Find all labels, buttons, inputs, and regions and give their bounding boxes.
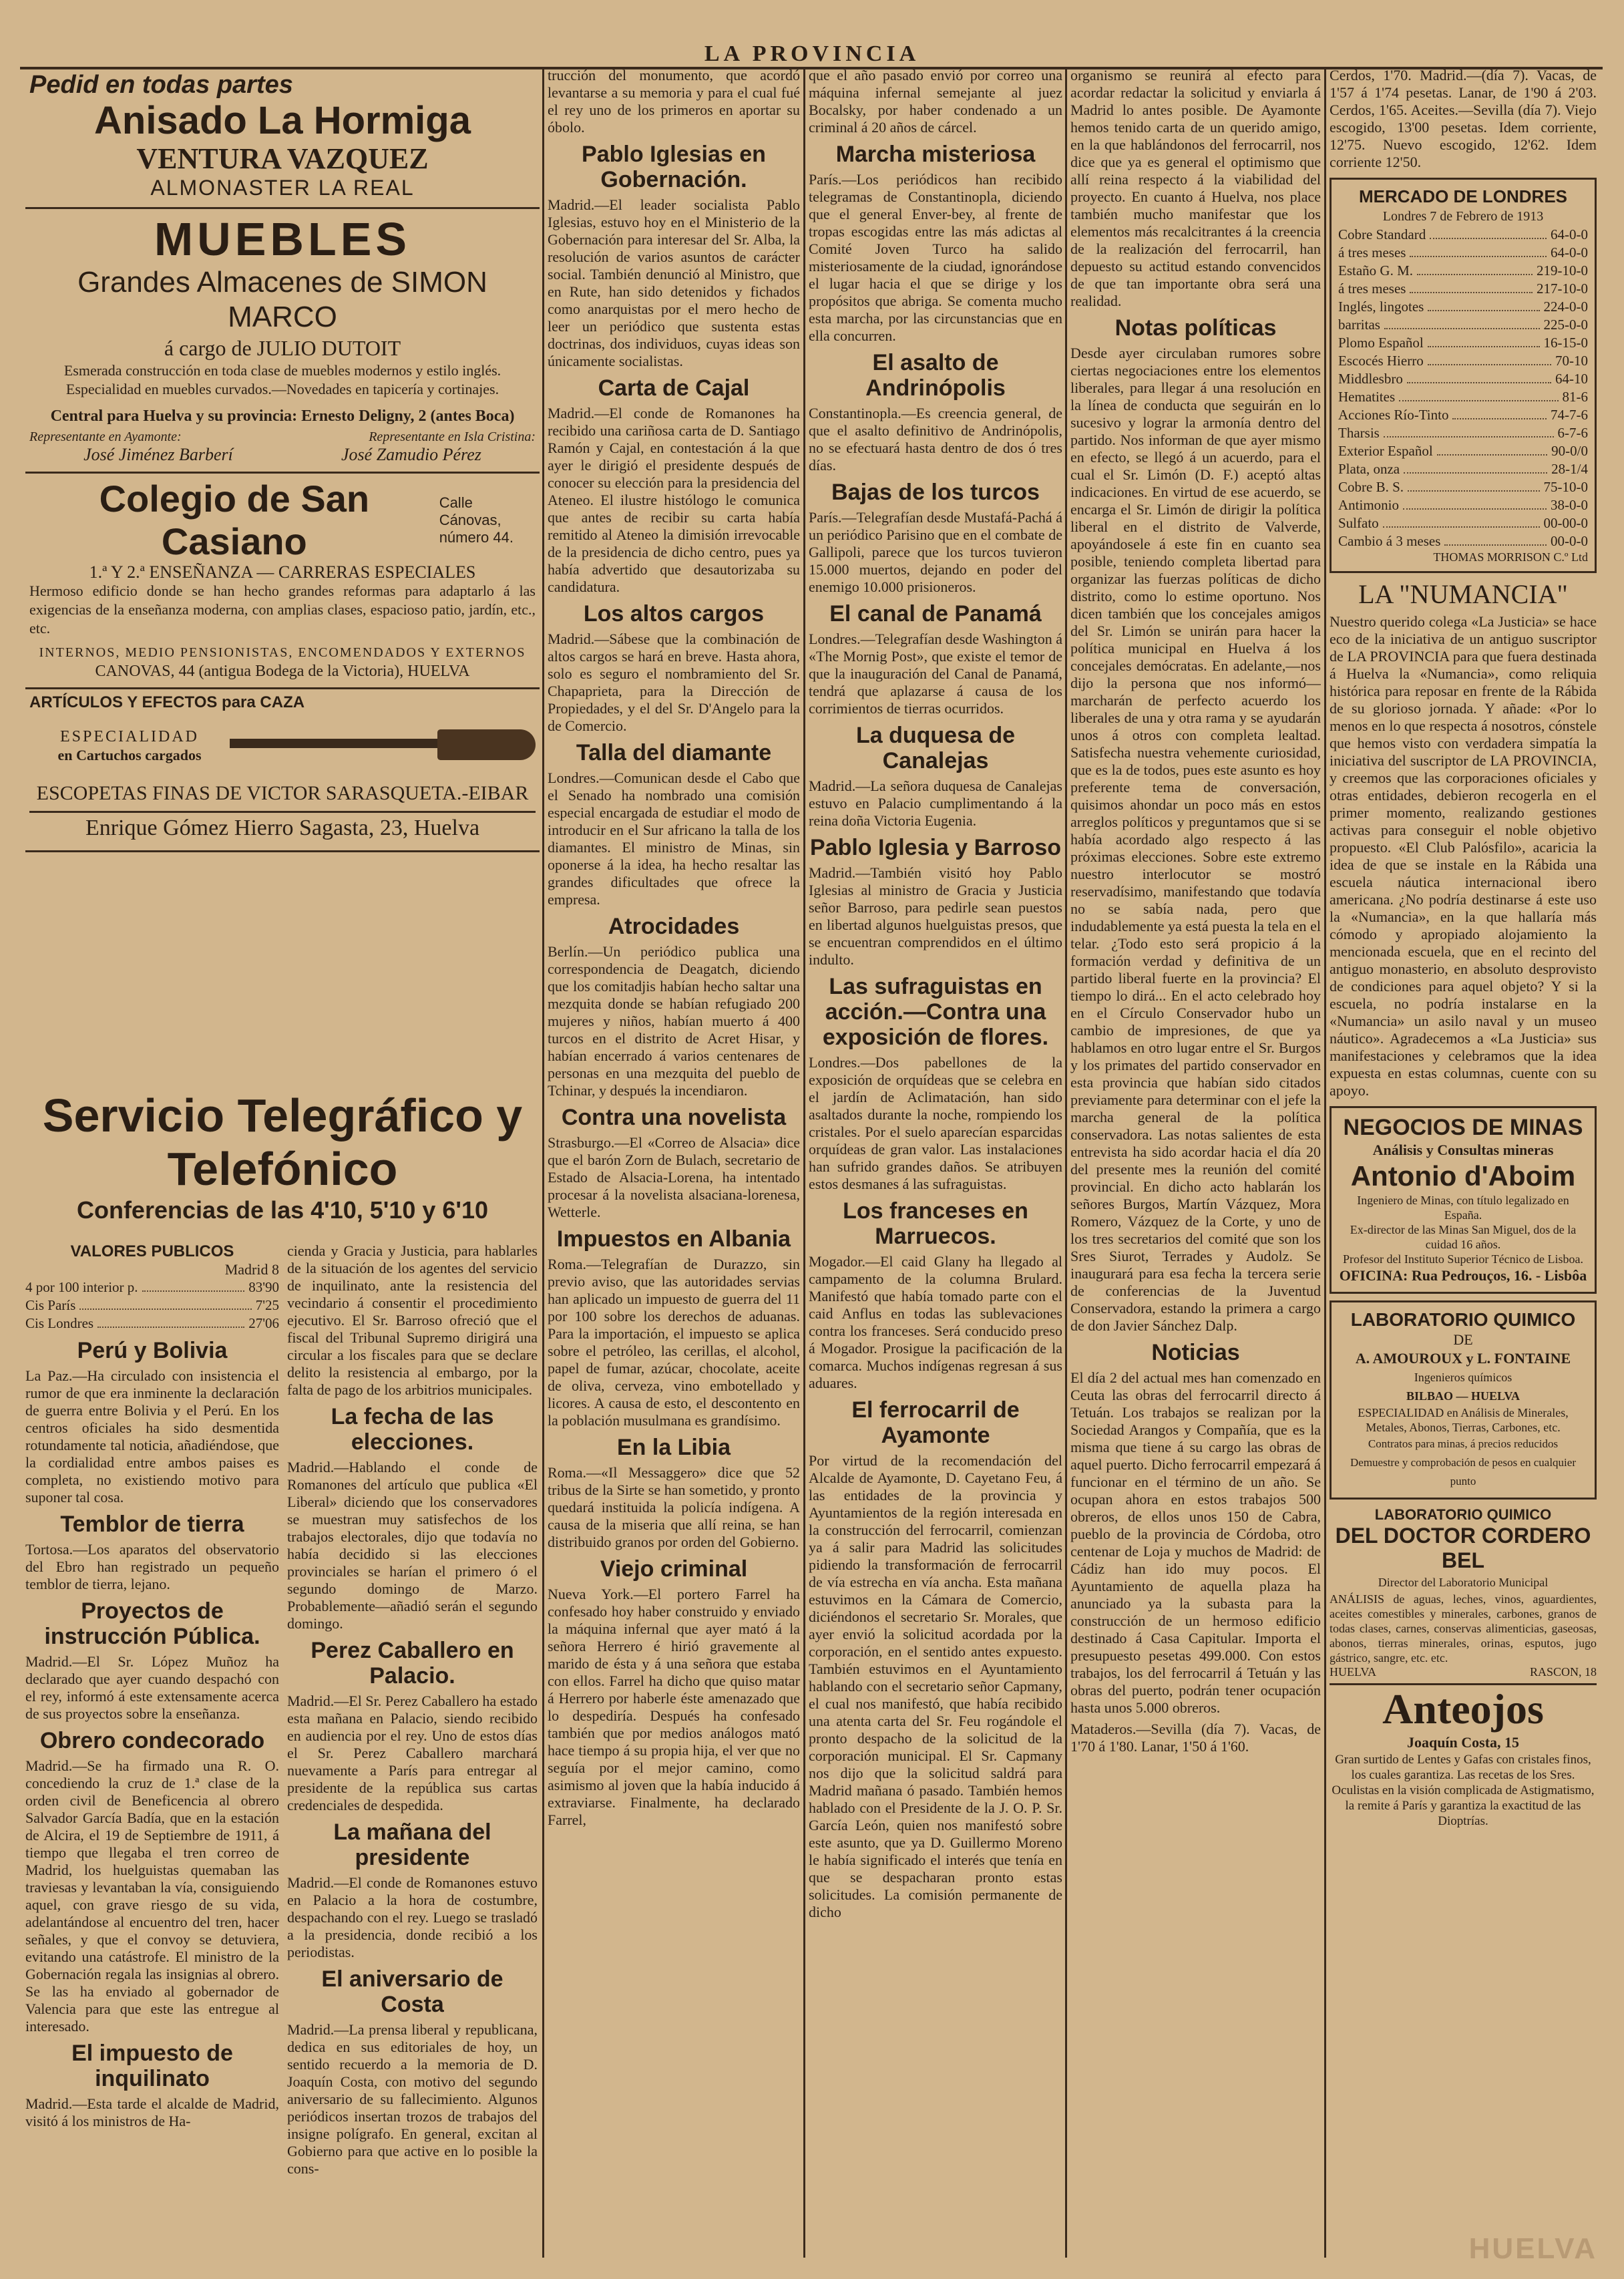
leader-dots: [1384, 424, 1554, 437]
ad-muebles-title: MUEBLES: [154, 213, 411, 265]
article-headline: Impuestos en Albania: [556, 1226, 791, 1252]
ad-muebles-reps: [29, 429, 536, 445]
article-body: Madrid.—El conde de Romanones estuvo en Palacio a la hora de costumbre, despachando con el rey. Luego se trasladó a la presidencia, donde recibió a los periodistas.: [287, 1874, 538, 1960]
ad-muebles-manager: á cargo de JULIO DUTOIT: [164, 336, 401, 360]
shotgun-illustration: [230, 716, 536, 776]
table-row: [1338, 316, 1588, 334]
column-5: [1330, 67, 1597, 2258]
row-value: 90-0/0: [1551, 443, 1588, 459]
article-headline: Las sufraguistas en acción.—Contra una exposición de flores.: [822, 974, 1049, 1050]
lab2-title: LABORATORIO QUIMICO: [1374, 1506, 1552, 1523]
article-body: Nueva York.—El portero Farrel ha confesado hoy haber construido y enviado la máquina infernal que ayer mató á la señora Herrero é hirió gravemente al marido de ésta y á una señora que estaba con ellos. Farrel ha dicho que quiso matar á Herrero por haberle éste amenazado que lo despediría. Después ha confesado también que por medios análogos mató hace tiempo á su propia hija, el ver que no seguía por el mejor camino, como asimismo al joven que la había inducido á extraviarse. Finalmente, ha declarado Farrel,: [548, 1586, 800, 1828]
leader-dots: [1384, 316, 1540, 329]
leader-dots: [142, 1278, 245, 1292]
article-body: Roma.—«Il Messaggero» dice que 52 tribus de la Sirte se han sometido, y pronto quedará instituida la policía indígena. A causa de la miseria que allí reina, se han distribuido granos por orden del Gobierno.: [548, 1464, 800, 1550]
article-headline: Pablo Iglesia y Barroso: [809, 835, 1062, 860]
column-rule: [542, 67, 544, 2258]
leader-dots: [1428, 352, 1551, 365]
valores-date: Madrid 8: [224, 1261, 279, 1278]
ad-caza-address: Enrique Gómez Hierro Sagasta, 23, Huelva: [29, 811, 536, 844]
row-value: 28-1/4: [1551, 461, 1588, 477]
table-row: [1338, 334, 1588, 352]
row-label: barritas: [1338, 317, 1380, 333]
article-body: Tortosa.—Los aparatos del observatorio del Ebro han registrado un pequeño temblor de tierra, lejano.: [25, 1541, 279, 1592]
ad-minas: [1330, 1106, 1597, 1294]
article-headline: Viejo criminal: [600, 1556, 748, 1582]
lab1-samples: Demuestre y comprobación de pesos en cualquier punto: [1350, 1456, 1576, 1487]
article-headline: El ferrocarril de Ayamonte: [851, 1397, 1020, 1448]
ad-muebles-desc1: Esmerada construcción en toda clase de muebles modernos y estilo inglés.: [63, 362, 501, 379]
ad-colegio-desc: Hermoso edificio donde se han hecho grandes reformas para adaptarlo á las exigencias de la enseñanza moderna, con amplias clases, espacioso patio, jardín, etc., etc.: [29, 582, 536, 637]
article-headline: Carta de Cajal: [598, 375, 750, 401]
lab1-spec: ESPECIALIDAD en Análisis de Minerales, Metales, Abonos, Tierras, Carbones, etc.: [1358, 1406, 1569, 1434]
markets-top: Cerdos, 1'70. Madrid.—(día 7). Vacas, de 1'57 á 1'74 pesetas. Lanar, de 1'90 á 2'03. Cerdos, 1'65. Aceites.—Sevilla (día 7). Viejo escogido, 13'00 pesetas. Idem corriente, 12'75. Nuevo escogido, 12'62. Idem corriente 12'50.: [1330, 67, 1597, 170]
article-headline: Marcha misteriosa: [835, 142, 1036, 167]
ad-colegio-levels: 1.ª Y 2.ª ENSEÑANZA — CARRERAS ESPECIALES: [89, 562, 476, 582]
article-headline: La duquesa de Canalejas: [855, 723, 1016, 773]
row-value: 64-0-0: [1551, 226, 1588, 242]
minas-sub: Análisis y Consultas mineras: [1372, 1142, 1554, 1158]
col4-articles: [1070, 67, 1321, 1755]
table-row: [1338, 424, 1588, 442]
lab2-director: Director del Laboratorio Municipal: [1378, 1576, 1549, 1589]
col2b-articles: [287, 1242, 538, 2177]
article-body: Madrid.—El Sr. López Muñoz ha declarado que ayer cuando despachó con el rey, informó á este extensamente acerca de sus proyectos sobre la enseñanza.: [25, 1653, 279, 1722]
ad-colegio: [25, 474, 540, 689]
article-headline: Perú y Bolivia: [77, 1338, 228, 1363]
column-ads: [25, 67, 540, 1089]
leader-dots: [1430, 226, 1547, 239]
row-label: á tres meses: [1338, 281, 1406, 297]
article-headline: El impuesto de inquilinato: [71, 2041, 233, 2091]
row-label: 4 por 100 interior p.: [25, 1279, 138, 1295]
article-body: trucción del monumento, que acordó levantarse a su memoria y para el cual fué el rey uno de los primeros en aportar su óbolo.: [548, 67, 800, 136]
minas-line1: Ingeniero de Minas, con título legalizado en España.: [1357, 1194, 1569, 1222]
ad-caza-spec2: en Cartuchos cargados: [57, 747, 202, 763]
row-label: Hematites: [1338, 389, 1396, 405]
lab1-de: DE: [1453, 1331, 1473, 1348]
article-headline: Notas políticas: [1114, 315, 1277, 341]
leader-dots: [1452, 406, 1547, 419]
row-value: 27'06: [248, 1315, 279, 1331]
row-label: Plomo Español: [1338, 335, 1424, 351]
row-value: 70-10: [1555, 353, 1588, 369]
article-headline: El asalto de Andrinópolis: [865, 350, 1006, 401]
table-row: [1338, 406, 1588, 424]
leader-dots: [1417, 262, 1533, 275]
ad-muebles-central: Central para Huelva y su provincia: Ernesto Deligny, 2 (antes Boca): [50, 407, 515, 425]
column-4-news: [1070, 67, 1321, 2258]
leader-dots: [1444, 532, 1547, 546]
table-row: [1338, 478, 1588, 496]
article-headline: Los franceses en Marruecos.: [843, 1198, 1028, 1249]
row-label: Cobre B. S.: [1338, 479, 1404, 495]
lab1-names: A. AMOUROUX y L. FONTAINE: [1355, 1350, 1571, 1367]
london-date: Londres 7 de Febrero de 1913: [1382, 209, 1544, 224]
leader-dots: [1383, 514, 1540, 528]
leader-dots: [1399, 388, 1558, 401]
ad-lab-amouroux: [1330, 1300, 1597, 1500]
col1-articles: [25, 1338, 279, 2130]
article-headline: Perez Caballero en Palacio.: [311, 1638, 514, 1689]
leader-dots: [79, 1296, 251, 1310]
minas-office: OFICINA: Rua Pedrouços, 16. - Lisbôa: [1339, 1267, 1587, 1284]
leader-dots: [1428, 298, 1539, 311]
table-row: [1338, 280, 1588, 298]
lab2-analysis: ANÁLISIS de aguas, leches, vinos, aguardientes, aceites comestibles y minerales, carbones, granos de todas clases, carnes, conservas alimenticias, gaseosas, abonos, tierras minerales, orinas, esputos, jugo gástrico, sangre, etc. etc.: [1330, 1592, 1597, 1664]
article-headline: El canal de Panamá: [829, 601, 1042, 627]
ad-colegio-boarders: INTERNOS, MEDIO PENSIONISTAS, ENCOMENDADOS Y EXTERNOS: [39, 645, 526, 660]
london-market: [1330, 178, 1597, 573]
table-row: [1338, 532, 1588, 550]
table-row: [1338, 298, 1588, 316]
article-body: Roma.—Telegrafían de Durazzo, sin previo aviso, que las autoridades servias han aplicado un impuesto de guerra del 11 por 100 sobre los derechos de aduanas. Para la importación, el impuesto se aplica sobre el petróleo, las cerillas, el alcohol, papel de fumar, azúcar, chocolate, aceite de oliva, cerveza, vino embotellado y licores. A causa de esto, el descontento en la población musulmana es grandísimo.: [548, 1256, 800, 1429]
lab2-city: HUELVA: [1330, 1665, 1377, 1679]
leader-dots: [1428, 334, 1540, 347]
article-body: que el año pasado envió por correo una máquina infernal semejante al juez Bocalsky, por haber condenado a un criminal á 20 años de cárcel.: [809, 67, 1062, 136]
ad-anteojos: [1330, 1685, 1597, 1829]
row-label: Middlesbro: [1338, 371, 1403, 387]
row-value: 00-00-0: [1543, 515, 1588, 531]
ad-muebles-subtitle: Grandes Almacenes de SIMON MARCO: [77, 266, 487, 333]
column-2-news: [548, 67, 800, 2258]
rep2-label: Representante en Isla Cristina:: [369, 429, 536, 444]
row-value: 219-10-0: [1537, 262, 1588, 279]
leader-dots: [1437, 442, 1547, 456]
lab1-title: LABORATORIO QUIMICO: [1350, 1309, 1576, 1330]
table-row: [25, 1296, 279, 1314]
minas-name: Antonio d'Aboim: [1350, 1160, 1576, 1192]
article-body: Londres.—Telegrafían desde Washington á «The Mornig Post», que existe el temor de que la inauguración del Canal de Panamá, tendrá que aplazarse á causa de los corrimientos de tierras ocurridos.: [809, 631, 1062, 717]
ad-muebles-desc2: Especialidad en muebles curvados.—Novedades en tapicería y cortinajes.: [65, 381, 499, 397]
row-label: Acciones Río-Tinto: [1338, 407, 1449, 423]
article-body: cienda y Gracia y Justicia, para hablarles de la situación de los agentes del servicio de inquilinato, ante la resistencia del vecindario á consentir el procedimiento ejecutivo. El Sr. Barroso ofreció que el fiscal del Tribunal Supremo dirigirá una circular a los fiscales para que se declare delito la resistencia al embargo, por la falta de pago de los arbitrios municipales.: [287, 1242, 538, 1398]
row-label: Plata, onza: [1338, 461, 1400, 477]
row-value: 75-10-0: [1543, 479, 1588, 495]
article-headline: En la Libia: [616, 1435, 731, 1460]
anteojos-body: Gran surtido de Lentes y Gafas con cristales finos, los cuales garantiza. Las recetas de los Sres. Oculistas en la visión complicada de Astigmatismo, la remite á París y garantiza la exactitud de las Dioptrías.: [1332, 1753, 1595, 1828]
article-body: París.—Los periódicos han recibido telegramas de Constantinopla, diciendo que el general Enver-bey, al frente de tropas escogidas entre las más adictas al Comité Joven Turco ha salido misteriosamente de la ciudad, ignorándose el lugar hacia el que se dirige y los propósitos que abriga. Se comenta mucho esta marcha, por las circunstancias que en ella concurren.: [809, 171, 1062, 344]
column-rule: [1324, 67, 1326, 2258]
row-value: 81-6: [1562, 389, 1588, 405]
valores-table: [25, 1278, 279, 1333]
anteojos-owner: Joaquín Costa, 15: [1406, 1734, 1520, 1751]
ad-anisado-brand: VENTURA VAZQUEZ: [136, 142, 429, 175]
table-row: [25, 1278, 279, 1296]
ad-anisado-title: Anisado La Hormiga: [94, 99, 471, 142]
article-body: Madrid.—La señora duquesa de Canalejas estuvo en Palacio cumplimentando á la reina doña Victoria Eugenia.: [809, 777, 1062, 829]
row-label: Cis París: [25, 1297, 76, 1313]
article-headline: La fecha de las elecciones.: [331, 1404, 494, 1455]
leader-dots: [1403, 496, 1547, 510]
row-value: 217-10-0: [1537, 281, 1588, 297]
article-body: Berlín.—Un periódico publica una correspondencia de Deagatch, diciendo que los comitadjis habían hecho saltar una mezquita donde se habían refugiado 200 mujeres y niños, habían muerto á 400 turcos en el distrito de Acret Hisar, y habían encerrado á varios centenares de personas en una mezquita del pueblo de Tchinar, y después la incendiaron.: [548, 943, 800, 1099]
row-value: 00-0-0: [1551, 533, 1588, 549]
table-row: [25, 1314, 279, 1333]
table-row: [1338, 226, 1588, 244]
column-1-news: [25, 1242, 279, 2258]
row-value: 64-10: [1555, 371, 1588, 387]
article-headline: Bajas de los turcos: [831, 480, 1040, 505]
lab1-sub: Ingenieros químicos: [1414, 1371, 1512, 1384]
article-body: organismo se reunirá al efecto para acordar redactar la solicitud y enviarla á Madrid lo antes posible. De Ayamonte hemos tenido carta de un querido amigo, en la que hablándonos del ferrocarril, nos dice que ya es general el optimismo que allí reina respecto á la viabilidad del proyecto. En cuanto á Huelva, nos place también mucho manifestar que los elementos más recalcitrantes á la creencia de la realización del ferrocarril, han depuesto su actitud estando convencidos de que tan importante obra será una realidad.: [1070, 67, 1321, 309]
row-label: Escocés Hierro: [1338, 353, 1424, 369]
article-body: El día 2 del actual mes han comenzado en Ceuta las obras del ferrocarril directo á Tetuán. Los trabajos se realizan por la Sociedad Arangos y Compañía, que es la misma que tiene á su cargo las obras de aquel puerto. Dicho ferrocarril empezará á funcionar en el término de un año. Se ocupan ahora en estos trabajos 500 obreros, de ellos unos 150 de Cabra, pueblo de la provincia de Córdoba, otro centenar de Loja y muchos de Madrid: de Cádiz han ido muy pocos. El Ayuntamiento de aquella plaza ha anunciado ya la subasta para la construcción de un hermoso edificio destinado á Casa Capitular. Importa el presupuesto pesetas 499.000. Con estos trabajos, los del ferrocarril á Tetuán y las obras del puerto, podrán tener ocupación hasta unos 5.000 obreros.: [1070, 1369, 1321, 1716]
column-rule: [1065, 67, 1067, 2258]
row-label: Antimonio: [1338, 497, 1400, 513]
ad-anisado: [25, 67, 540, 209]
lab2-street: RASCON, 18: [1529, 1665, 1597, 1679]
ad-muebles-rep-names: [29, 445, 536, 465]
article-body: Madrid.—También visitó hoy Pablo Iglesias al ministro de Gracia y Justicia señor Barroso, para pedirle sean puestos en libertad algunos huelguistas presos, que se encuentran comprendidos en el último indulto.: [809, 864, 1062, 968]
column-rule: [803, 67, 805, 2258]
table-row: [1338, 442, 1588, 460]
telegraph-title: Servicio Telegráfico y Telefónico: [42, 1089, 523, 1195]
article-headline: Talla del diamante: [576, 740, 772, 765]
article-headline: Atrocidades: [608, 914, 740, 939]
table-row: [1338, 262, 1588, 280]
telegraph-sub: Conferencias de las 4'10, 5'10 y 6'10: [76, 1196, 489, 1224]
article-body: Mogador.—El caid Glany ha llegado al campamento de la columna Brulard. Manifestó que había tomado parte con el caid Anflus en todas las sublevaciones contra los franceses. Será conducido preso á Mogador. Prosigue la pacificación de la comarca. Muchos indígenas regresan á sus aduares.: [809, 1253, 1062, 1391]
col2-articles: [548, 67, 800, 1829]
ad-anisado-pre: Pedid en todas partes: [29, 71, 293, 99]
row-value: 83'90: [248, 1279, 279, 1295]
archive-stamp: HUELVA: [1468, 2232, 1597, 2265]
table-row: [1338, 370, 1588, 388]
article-body: París.—Telegrafían desde Mustafá-Pachá á un periódico Parisino que en el combate de Gallipoli, parece que los turcos tuvieron 15.000 muertos, dejando en poder del enemigo 10.000 prisioneros.: [809, 509, 1062, 595]
article-body: Madrid.—El leader socialista Pablo Iglesias, estuvo hoy en el Ministerio de la Gobernación para interesar del Sr. Alba, la resolución de varios asuntos de carácter social. También denunció al Ministro, que en Rute, han sido detenidos y fichados como anarquistas por el mero hecho de leer un periódico que sustenta estas doctrinas, dos individuos, cuyas ideas son únicamente socialistas.: [548, 196, 800, 369]
article-body: Madrid.—Esta tarde el alcalde de Madrid, visitó á los ministros de Ha-: [25, 2095, 279, 2129]
table-row: [1338, 388, 1588, 406]
ad-colegio-location: CANOVAS, 44 (antigua Bodega de la Victoria), HUELVA: [95, 663, 470, 680]
article-body: Madrid.—La prensa liberal y republicana, dedica en sus editoriales de hoy, un sentido recuerdo a la memoria de D. Joaquín Costa, con motivo del segundo aniversario de su fallecimiento. Algunos periódicos insertan trozos de trabajos del insigne polígrafo. En general, excitan al Gobierno para que active en lo posible la cons-: [287, 2021, 538, 2177]
ad-muebles: [25, 209, 540, 474]
london-sign: THOMAS MORRISON C.º Ltd: [1433, 550, 1588, 564]
article-body: La Paz.—Ha circulado con insistencia el rumor de que era inminente la declaración de guerra entre Bolivia y el Perú. En los centros oficiales ha sido desmentida rotundamente tal noticia, añadiéndose, que la cordialidad entre ambos paises es completa, no existiendo motivo para suponer tal cosa.: [25, 1367, 279, 1506]
column-2b-news: [287, 1242, 538, 2258]
ad-colegio-title: Colegio de San Casiano: [99, 478, 370, 562]
article-headline: Obrero condecorado: [39, 1728, 265, 1753]
lab1-contracts: Contratos para minas, á precios reducidos: [1368, 1437, 1559, 1450]
rep2-name: José Zamudio Pérez: [341, 445, 481, 464]
rep1-label: Representante en Ayamonte:: [29, 429, 182, 444]
ad-colegio-address: Calle Cánovas, número 44.: [439, 494, 514, 546]
valores-head: VALORES PUBLICOS: [70, 1242, 234, 1260]
telegraph-header: [25, 1089, 540, 1256]
article-body: Madrid.—Se ha firmado una R. O. concediendo la cruz de 1.ª clase de la orden civil de Beneficencia al obrero Salvador García Badía, que en la estación de Alcira, el 19 de Septiembre de 1911, á tiempo que llegaba el tren correo de Madrid, los huelguistas quemaban las traviesas y levantaban la vía, consiguiendo aquel, con grave riesgo de su vida, adelantándose al encuentro del tren, hacer señales, y que el convoy se detuviera, evitando una catástrofe. El ministro de la Gobernación regala las insignias al obrero. Se las ha enviado al gobernador de Valencia para que este las entregue al interesado.: [25, 1757, 279, 2035]
table-row: [1338, 244, 1588, 262]
london-table: [1338, 226, 1588, 550]
column-3-news: [809, 67, 1062, 2258]
article-headline: Noticias: [1151, 1340, 1240, 1365]
article-headline: El aniversario de Costa: [321, 1966, 503, 2017]
row-label: Tharsis: [1338, 425, 1380, 441]
table-row: [1338, 352, 1588, 370]
ad-lab-cordero: [1330, 1506, 1597, 1685]
lab1-cities: BILBAO — HUELVA: [1406, 1389, 1520, 1403]
article-headline: Pablo Iglesias en Gobernación.: [582, 142, 766, 192]
row-label: Cobre Standard: [1338, 226, 1426, 242]
article-body: Mataderos.—Sevilla (día 7). Vacas, de 1'70 á 1'80. Lanar, 1'50 á 1'60.: [1070, 1721, 1321, 1755]
numancia-body: Nuestro querido colega «La Justicia» se hace eco de la iniciativa de un antiguo suscriptor de LA PROVINCIA para que fuera destinada á Huelva la «Numancia», como reliquia histórica para reposar en frente de la Rábida de su glorioso jornada. Y añade: «Por lo menos en lo que respecta á nosotros, cónstele que hemos visto con verdadera simpatía la iniciativa del suscriptor de LA PROVINCIA, y creemos que las corporaciones oficiales y otras entidades, debieron recogerla en el primer momento, realizando gestiones activas para conseguir el noble objetivo propuesto. «El Club Palósfilo», acaricia la idea de que se instale en la Rábida una escuela náutica internacional ibero americana. ¿No podría destinarse á este uso la «Numancia», en la que hallaría más cómodo y apropiado alojamiento la mencionada escuela, que en el recinto del antiguo monasterio, en absoluto desprovisto de condiciones para aquel objeto? Y si la escuela, no podría instalarse en la «Numancia» un asilo naval y un museo náutico». Agradecemos a «La Justicia» sus manifestaciones y celebramos que la idea expuesta en estas columnas, cuente con su apoyo.: [1330, 613, 1597, 1099]
row-label: Cis Londres: [25, 1315, 94, 1331]
ad-caza-head: ARTÍCULOS Y EFECTOS para CAZA: [29, 693, 305, 711]
row-value: 16-15-0: [1543, 335, 1588, 351]
article-headline: Los altos cargos: [583, 601, 765, 627]
leader-dots: [1408, 478, 1539, 492]
article-headline: Contra una novelista: [561, 1105, 787, 1130]
lab2-name: DEL DOCTOR CORDERO BEL: [1335, 1524, 1591, 1572]
article-body: Londres.—Comunican desde el Cabo que el Senado ha nombrado una comisión especial encargada de estudiar el modo de introducir en el Sur africano la talla de los diamantes. El ministro de Minas, sin oponerse á la idea, ha hecho resaltar las grandes dificultades que ofrece la empresa.: [548, 769, 800, 908]
article-body: Londres.—Dos pabellones de la exposición de orquídeas que se celebra en el jardín de Aclimatación, han sido asaltados durante la noche, rompiendo los cristales. Por el suelo aparecían esparcidas orquídeas de gran valor. Las instalaciones han sufrido grandes daños. Se atribuyen estos desmanes á las sufraguistas.: [809, 1054, 1062, 1192]
valores-publicos: [25, 1242, 279, 1333]
article-body: Strasburgo.—El «Correo de Alsacia» dice que el barón Zorn de Bulach, secretario de Estado de Alsacia-Lorena, ha intentado procesar á la novelista alsaciana-lorenesa, Wetterle.: [548, 1134, 800, 1220]
article-body: Madrid.—Sábese que la combinación de altos cargos se hará en breve. Hasta ahora, solo es seguro el nombramiento del Sr. Chapaprieta, para la Dirección de Propiedades, y el del Sr. D'Angelo para la de Comercio.: [548, 631, 800, 734]
row-label: Inglés, lingotes: [1338, 299, 1424, 315]
ad-caza: [25, 689, 540, 852]
article-body: Desde ayer circulaban rumores sobre ciertas negociaciones entre los elementos liberales, para llegar á una resolución en la línea de conducta que seguirán en lo sucesivo y lograr la armonía dentro del partido. Nos informan de que ayer mismo en efecto, se llegó á un acuerdo, para el cual el Sr. Limón (D. F.) aceptó altas indicaciones. En virtud de ese acuerdo, se encarga el Sr. Limón de dirigir la política liberal en el distrito de Valverde, apoyándosele á este fin en cuanto sea posible, teniendo completa libertad para organizar las fuerzas políticas de dicho distrito, como lo estime oportuno. Nos dicen también que los concejales amigos del Sr. Limón se unirán para hacer la política municipal en Huelva á los concejales demócratas. En adelante,—nos dijo la persona que nos informó—marcharán de perfecto acuerdo los liberales de una y otra rama y se ayudarán unos á otros con completa lealtad. Satisfecha nuestra vehemente curiosidad, que es la de todos, pues este asunto es hoy preferente tema de conversación, quisimos ahondar un poco más en estos arreglos políticos y preguntamos que si se había acordado algo respecto á las próximas elecciones. Sobre este extremo nuestro interlocutor se mostró reservadísimo, manifestando que todavía no se sabía nada, pero que indudablemente ya está puesta la tela en el telar. ¿Todo esto será propicio á la formación verdad y definitiva de un partido liberal fuerte en la provincia? El tiempo lo dirá... En el acto celebrado hoy en el Círculo Conservador hubo un cambio de impresiones, de que ya hablamos en otro lugar entre el Sr. Burgos y los primates del partido conservador en esta provincia que habían sido citados previamente para determinar con el jefe la marcha general de la política conservadora. Las notas salientes de esta entrevista ha sido acordar hacia el día 20 del presente mes la reunión del comité provincial. En dicho acto hablarán los señores Burgos, Martín Vázquez, Mora Romero, Vázquez de la Corte, y uno de los tres secretarios del comité que son los Sres Siurot, Terrades y Audolz. Se inaugurará para esa fecha la tercera serie de conferencias de la Juventud Conservadora, estando la primera a cargo de don Javier Sánchez Dalp.: [1070, 345, 1321, 1334]
anteojos-title: Anteojos: [1382, 1685, 1544, 1733]
leader-dots: [1404, 460, 1547, 474]
article-body: Madrid.—El Sr. Perez Caballero ha estado esta mañana en Palacio, siendo recibido en audiencia por el rey. Uno de estos días el Sr. Perez Caballero marchará nuevamente a París para entregar al presidente de la república sus cartas credenciales de despedida.: [287, 1693, 538, 1813]
row-value: 64-0-0: [1551, 244, 1588, 260]
ad-caza-guns: ESCOPETAS FINAS DE VICTOR SARASQUETA.-EIBAR: [36, 782, 529, 804]
masthead: LA PROVINCIA: [704, 41, 920, 66]
table-row: [1338, 496, 1588, 514]
row-value: 224-0-0: [1543, 299, 1588, 315]
row-value: 74-7-6: [1551, 407, 1588, 423]
row-value: 7'25: [255, 1297, 279, 1313]
row-label: Estaño G. M.: [1338, 262, 1413, 279]
article-headline: Temblor de tierra: [60, 1512, 244, 1537]
article-body: Madrid.—Hablando el conde de Romanones del artículo que publica «El Liberal» diciendo que los conservadores se muestran muy satisfechos de los trabajos electorales, dijo que todavía no había decidido si las elecciones provinciales se harían el primero ó el segundo domingo de Marzo. Probablemente—añadió serán el segundo domingo.: [287, 1459, 538, 1632]
row-label: Cambio á 3 meses: [1338, 533, 1441, 549]
row-label: á tres meses: [1338, 244, 1406, 260]
row-label: Sulfato: [1338, 515, 1379, 531]
col3-articles: [809, 67, 1062, 1921]
article-headline: La mañana del presidente: [333, 1819, 491, 1870]
article-body: Constantinopla.—Es creencia general, de que el asalto definitivo de Andrinópolis, no se efectuará hasta dentro de dos ó tres días.: [809, 405, 1062, 474]
ad-caza-spec: ESPECIALIDAD: [60, 728, 199, 745]
minas-line2: Ex-director de las Minas San Miguel, dos de la cuidad 16 años.: [1350, 1223, 1577, 1251]
row-value: 225-0-0: [1543, 317, 1588, 333]
leader-dots: [97, 1314, 244, 1328]
table-row: [1338, 460, 1588, 478]
numancia-title: LA "NUMANCIA": [1358, 579, 1568, 609]
article-body: Madrid.—El conde de Romanones ha recibido una cariñosa carta de D. Santiago Ramón y Cajal, en contestación á la que ayer le dirigió el presidente después de conocer su elección para la presidencia del Ateneo. El ilustre histólogo le comunica que antes de recibir su carta había remitido al Ateneo la dimisión irrevocable de la presidencia de dicho centro, pues ya había advertido que desautorizaba su candidatura.: [548, 405, 800, 595]
leader-dots: [1407, 370, 1551, 383]
article-headline: Proyectos de instrucción Pública.: [44, 1598, 260, 1649]
london-title: MERCADO DE LONDRES: [1358, 186, 1567, 206]
leader-dots: [1410, 244, 1547, 257]
table-row: [1338, 514, 1588, 532]
leader-dots: [1410, 280, 1533, 293]
minas-title: NEGOCIOS DE MINAS: [1343, 1115, 1583, 1140]
minas-line3: Profesor del Instituto Superior Técnico de Lisboa.: [1342, 1252, 1584, 1266]
article-body: Por virtud de la recomendación del Alcalde de Ayamonte, D. Cayetano Feu, á las entidades de la provincia y Ayuntamientos de la región interesada en la construcción del ferrocarril, comienzan ya á salir para Madrid las solicitudes pidiendo la transformación de ferrocarril de vía estrecha en vía ancha. Esta mañana estuvimos en la Cámara de Comercio, diciéndonos el secretario Sr. Morales, que ayer envió la solicitud acordada por la corporación, en el sentido antes expuesto. También estuvimos en el Ayuntamiento hablando con el secretario señor Capmany, el cual nos manifestó, que había recibido una atenta carta del Sr. Feu rogándole el pronto despacho de la solicitud de la corporación municipal. El Sr. Capmany nos dijo que la solicitud saldrá para Madrid mañana ó pasado. También hemos hablado con el Presidente de la J. O. P. Sr. García León, quien nos manifestó sobre este asunto, que ya D. Guillermo Moreno le había significado el interés que tenía en que se despacharan pronto estas solicitudes. La comisión permanente de dicho: [809, 1452, 1062, 1920]
rep1-name: José Jiménez Barberí: [83, 445, 233, 464]
row-value: 38-0-0: [1551, 497, 1588, 513]
ad-anisado-place: ALMONASTER LA REAL: [150, 176, 415, 200]
row-label: Exterior Español: [1338, 443, 1433, 459]
row-value: 6-7-6: [1557, 425, 1588, 441]
